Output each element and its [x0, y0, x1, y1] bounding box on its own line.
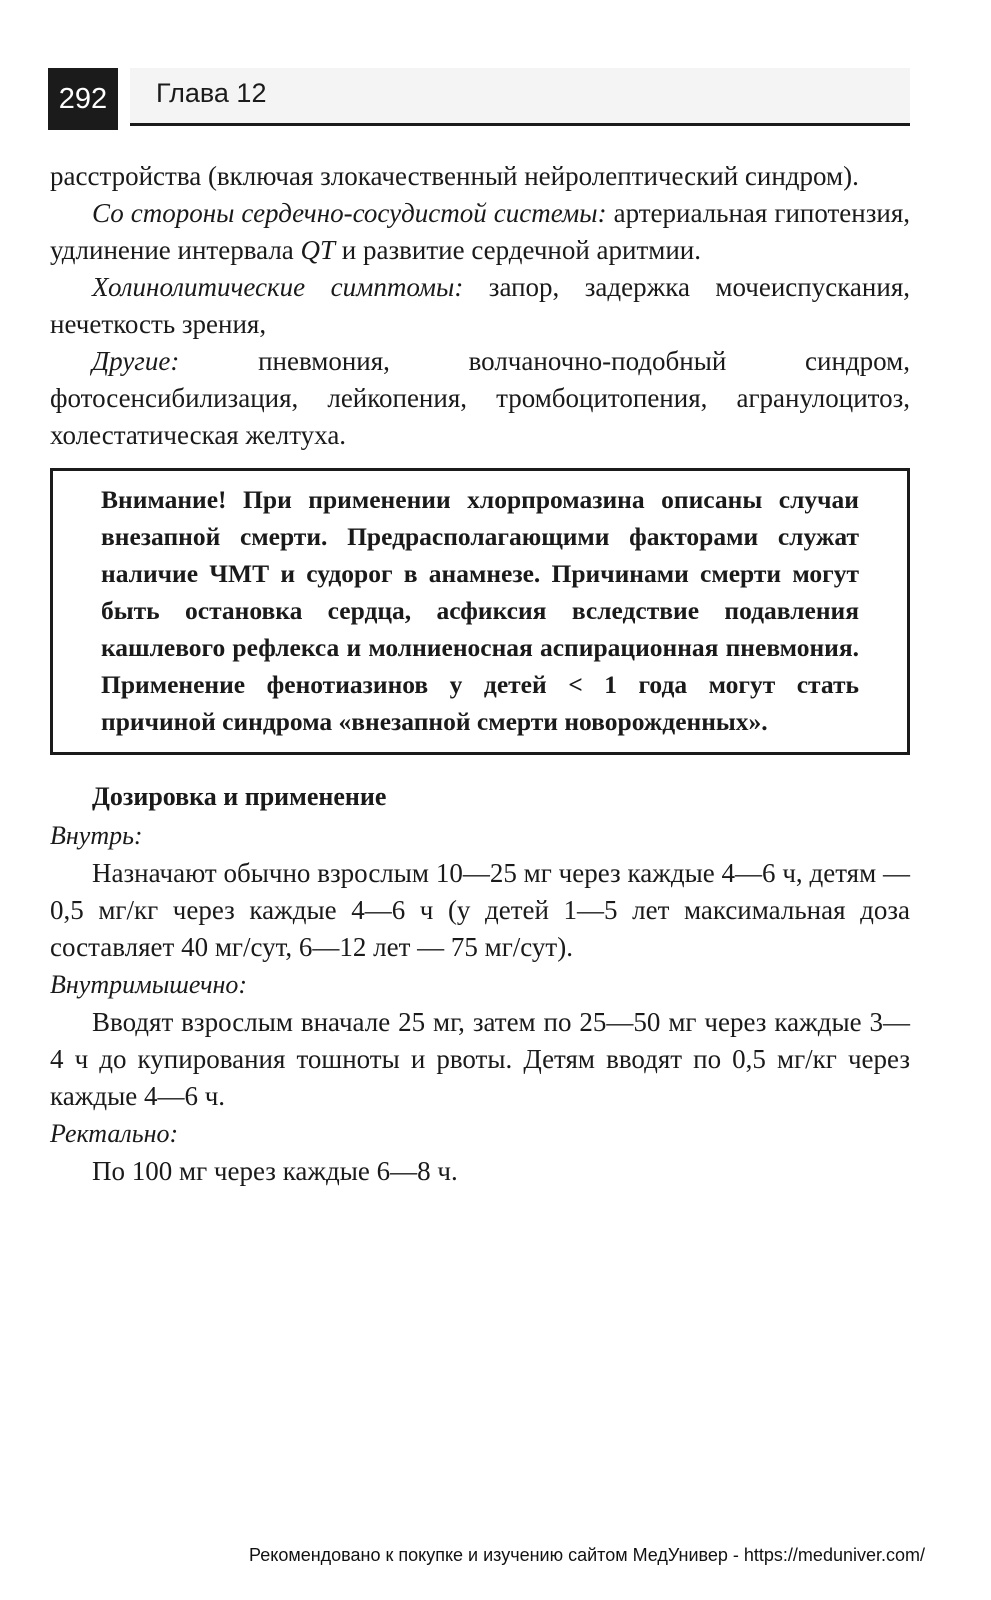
im-route-text: Вводят взрослым вначале 25 мг, затем по 25—50 мг через каждые 3—4 ч до купирования тошноты и рвоты. Детям вводят по 0,5 мг/кг через каждые 4—6 ч. [50, 1007, 910, 1111]
page-body [50, 158, 910, 1190]
other-text: пневмония, волчаночно-подобный синдром, фотосенсибилизация, лейкопения, тромбоцитопения, агранулоцитоз, холестатическая желтуха. [50, 346, 910, 450]
other-label: Другие: [92, 346, 180, 376]
page-number: 292 [48, 68, 118, 130]
warning-box: Внимание! При применении хлорпромазина описаны случаи внезапной смерти. Предрасполагающими факторами служат наличие ЧМТ и судорог в анамнезе. Причинами смерти могут быть остановка сердца, асфиксия вследствие подавления кашлевого рефлекса и молниеносная аспирационная пневмония. Применение фенотиазинов у детей < 1 года могут стать причиной синдрома «внезапной смерти новорожденных». [50, 468, 910, 755]
rectal-route-label: Ректально: [50, 1119, 179, 1148]
rectal-route-text: По 100 мг через каждые 6—8 ч. [92, 1156, 458, 1186]
oral-route-label: Внутрь: [50, 821, 143, 850]
cardiovascular-label: Со стороны сердечно-сосудистой системы: [92, 198, 607, 228]
paragraph-cardiovascular [50, 195, 910, 269]
footer-note: Рекомендовано к покупке и изучению сайтом МедУнивер - https://meduniver.com/ [249, 1545, 925, 1565]
chapter-title: Глава 12 [156, 78, 267, 108]
qt-term: QT [300, 235, 336, 265]
paragraph-anticholinergic [50, 269, 910, 343]
cardiovascular-text-a: артериальная гипотензия, удлинение интервала [50, 198, 910, 265]
chapter-band [130, 68, 910, 126]
im-route-label: Внутримышечно: [50, 970, 248, 999]
oral-route-text: Назначают обычно взрослым 10—25 мг через каждые 4—6 ч, детям — 0,5 мг/кг через каждые 4—6 ч (у детей 1—5 лет максимальная доза составляет 40 мг/сут, 6—12 лет — 75 мг/сут). [50, 858, 910, 962]
page-header [48, 68, 910, 130]
cardiovascular-text-b: и развитие сердечной аритмии. [335, 235, 702, 265]
dosage-heading: Дозировка и применение [92, 782, 387, 811]
anticholinergic-label: Холинолитические симптомы: [92, 272, 464, 302]
anticholinergic-text: запор, задержка мочеиспускания, нечеткость зрения, [50, 272, 910, 339]
paragraph-cns: расстройства (включая злокачественный нейролептический синдром). [50, 161, 859, 191]
paragraph-other [50, 343, 910, 454]
